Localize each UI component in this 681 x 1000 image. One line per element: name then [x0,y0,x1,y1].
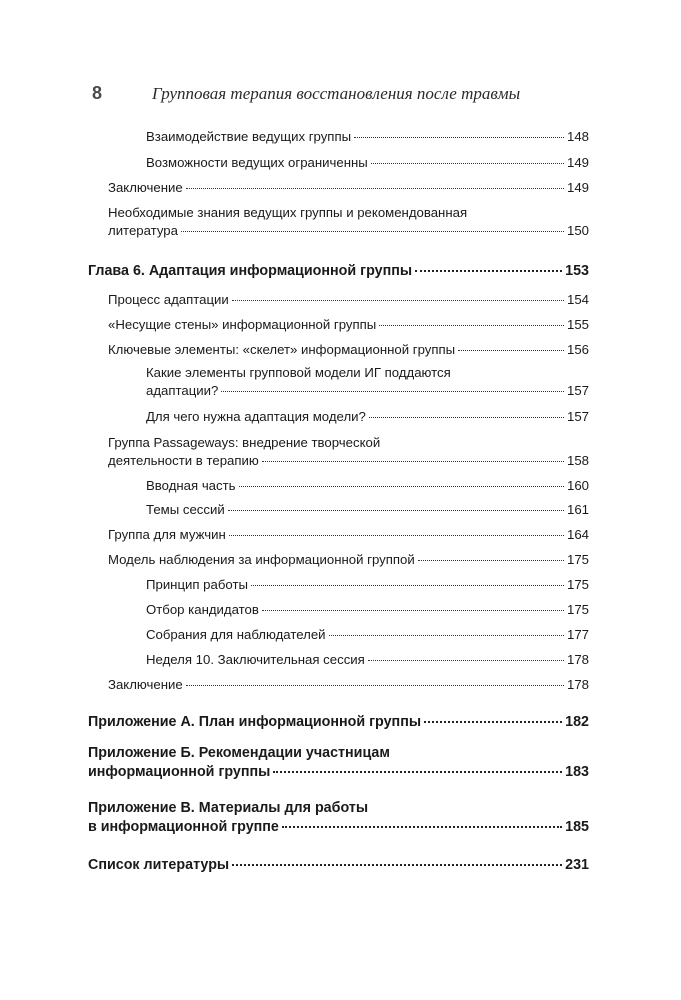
page-number: 8 [92,83,103,103]
toc-entry [146,477,589,495]
toc-entry [108,551,589,569]
toc-entry [88,856,589,875]
toc-entry-page: 158 [566,453,589,468]
toc-entry-title: Темы сессий [146,502,225,517]
toc-entry-page: 148 [566,129,589,144]
toc-entry [88,799,589,837]
toc-entry [108,316,589,334]
toc-entry-page: 185 [565,819,589,835]
toc-entry [108,434,589,470]
toc-entry-page: 231 [565,857,589,873]
dot-leader [282,826,562,828]
toc-entry-page: 182 [565,714,589,730]
toc-entry-title: Взаимодействие ведущих группы [146,129,352,144]
dot-leader [186,685,564,686]
dot-leader [418,560,564,561]
toc-entry [88,713,589,732]
toc-entry-title: Группа для мужчин [108,527,226,542]
toc-entry-title: Модель наблюдения за информационной группой [108,552,415,567]
toc-entry-title: в информационной группе [88,819,279,835]
toc-entry-title: литература [108,223,178,238]
toc-entry-title: «Несущие стены» информационной группы [108,317,377,332]
toc-entry-title-line: Необходимые знания ведущих группы и рекомендованная [108,205,468,220]
dot-leader [354,137,564,138]
toc-entry-title: Заключение [108,677,183,692]
toc-entry [108,676,589,694]
toc-entry-title: информационной группы [88,764,271,780]
toc-entry [108,204,589,240]
toc-entry-page: 175 [566,552,589,567]
toc-entry-page: 149 [566,155,589,170]
toc-entry-page: 150 [566,223,589,238]
toc-entry-page: 154 [566,292,589,307]
toc-entry-title: Отбор кандидатов [146,602,259,617]
dot-leader [232,864,562,866]
dot-leader [262,461,564,462]
toc-entry [146,154,589,172]
toc-entry-page: 177 [566,627,589,642]
toc-entry-page: 178 [566,652,589,667]
toc-entry-title: Список литературы [88,857,230,873]
dot-leader [221,391,564,392]
toc-entry [88,262,589,281]
toc-entry [146,626,589,644]
dot-leader [368,660,564,661]
toc-entry [146,364,589,400]
toc-entry [88,744,589,782]
toc-entry-title-line: Приложение Б. Рекомендации участницам [88,745,390,761]
toc-entry-title: Ключевые элементы: «скелет» информационной группы [108,342,456,357]
dot-leader [415,270,562,272]
dot-leader [458,350,564,351]
dot-leader [181,231,564,232]
toc-entry-page: 164 [566,527,589,542]
dot-leader [371,163,564,164]
toc-entry-page: 153 [565,263,589,279]
toc-entry-title: Неделя 10. Заключительная сессия [146,652,365,667]
dot-leader [232,300,564,301]
toc-entry-page: 157 [566,409,589,424]
toc-entry-title-line: Приложение В. Материалы для работы [88,800,369,816]
toc-entry-page: 175 [566,577,589,592]
dot-leader [186,188,564,189]
toc-entry-title: Возможности ведущих ограниченны [146,155,368,170]
toc-entry [146,576,589,594]
dot-leader [262,610,564,611]
dot-leader [329,635,564,636]
toc-entry-title: адаптации? [146,383,219,398]
toc-entry-page: 175 [566,602,589,617]
toc-entry-title-line: Группа Passageways: внедрение творческой [108,435,381,450]
toc-entry [146,408,589,426]
toc-entry-title: Принцип работы [146,577,248,592]
toc-entry [146,601,589,619]
toc-entry-title: Вводная часть [146,478,236,493]
toc-entry-title: Глава 6. Адаптация информационной группы [88,263,413,279]
toc-entry-title: Для чего нужна адаптация модели? [146,409,366,424]
dot-leader [251,585,564,586]
toc-entry-title: Заключение [108,180,183,195]
running-title: Групповая терапия восстановления после травмы [152,84,521,103]
toc-entry-page: 157 [566,383,589,398]
toc-entry-page: 178 [566,677,589,692]
toc-entry-title: Процесс адаптации [108,292,229,307]
dot-leader [229,535,564,536]
dot-leader [369,417,564,418]
toc-entry-title: Приложение А. План информационной группы [88,714,422,730]
toc-entry [146,651,589,669]
toc-entry [108,341,589,359]
dot-leader [239,486,564,487]
toc-entry-page: 156 [566,342,589,357]
toc-entry-page: 155 [566,317,589,332]
dot-leader [228,510,564,511]
dot-leader [379,325,564,326]
toc-entry-title-line: Какие элементы групповой модели ИГ поддаются [146,365,451,380]
toc-entry [146,128,589,146]
dot-leader [273,771,562,773]
toc-entry [108,179,589,197]
toc-entry-title: Собрания для наблюдателей [146,627,326,642]
toc-entry-page: 161 [566,502,589,517]
toc-entry [108,526,589,544]
toc-entry-title: деятельности в терапию [108,453,259,468]
toc-entry [146,501,589,519]
dot-leader [424,721,562,723]
toc-entry-page: 149 [566,180,589,195]
toc-entry-page: 160 [566,478,589,493]
toc-entry [108,291,589,309]
toc-entry-page: 183 [565,764,589,780]
